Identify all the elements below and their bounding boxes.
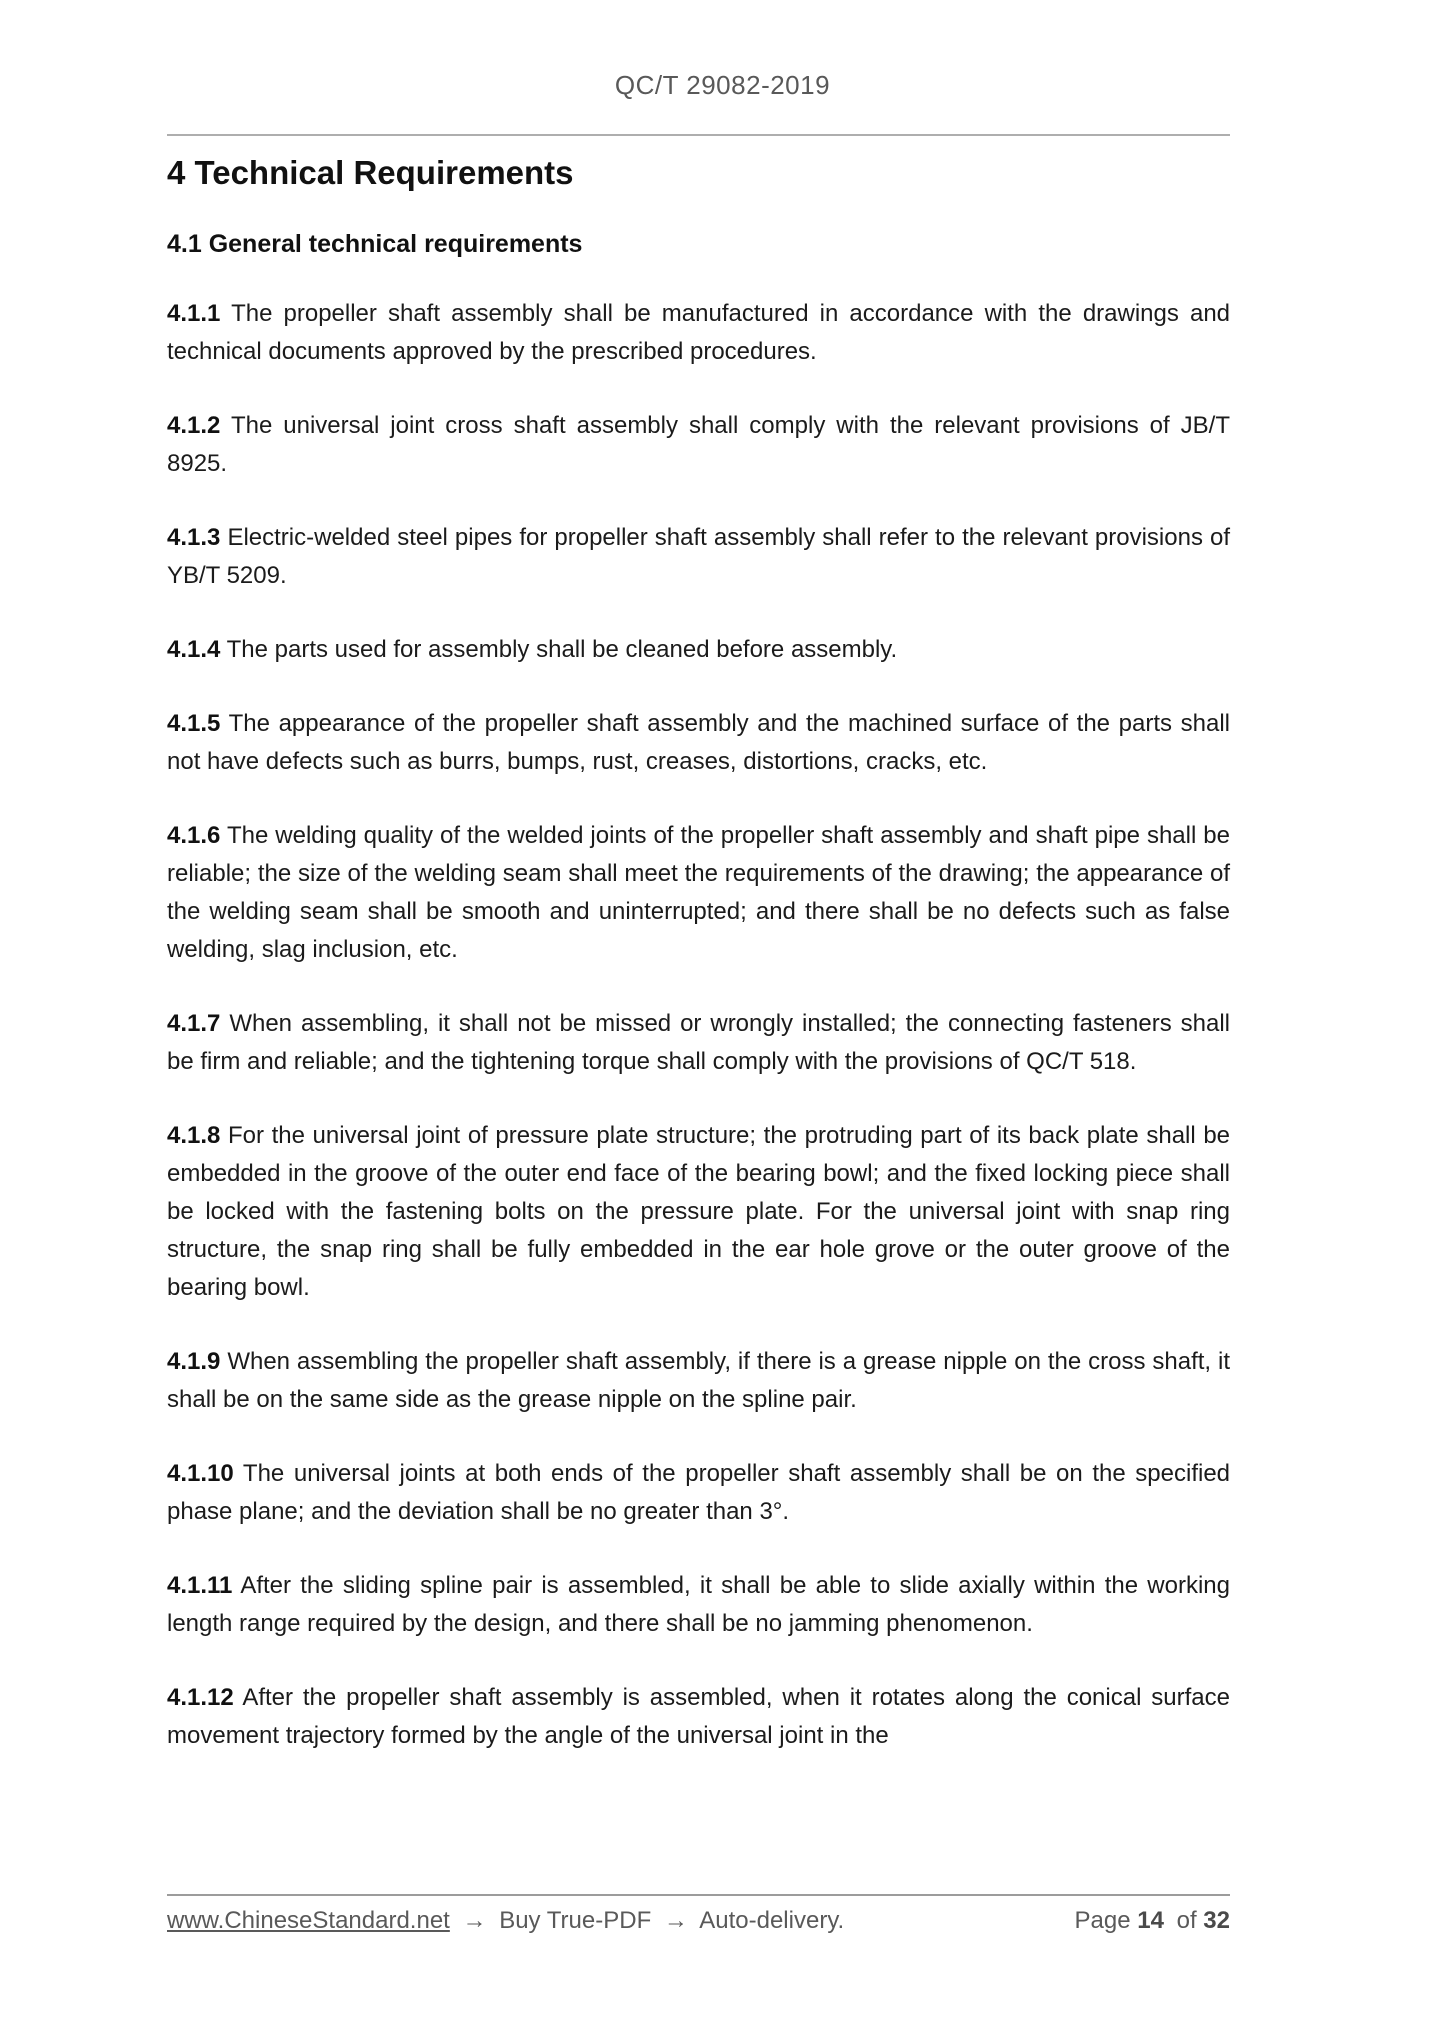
clause-4-1-1 bbox=[167, 295, 1230, 371]
clause-number: 4.1.1 bbox=[167, 300, 221, 327]
clause-number: 4.1.4 bbox=[167, 636, 221, 663]
arrow-right-icon: → bbox=[663, 1907, 688, 1934]
clause-4-1-11 bbox=[167, 1567, 1230, 1643]
clause-4-1-5 bbox=[167, 705, 1230, 781]
clause-number: 4.1.7 bbox=[167, 1010, 221, 1037]
arrow-right-icon: → bbox=[462, 1907, 487, 1934]
clause-4-1-4 bbox=[167, 631, 1230, 669]
page-footer bbox=[167, 1894, 1230, 1935]
clause-4-1-9 bbox=[167, 1343, 1230, 1419]
page-number-indicator bbox=[1069, 1907, 1231, 1935]
clause-number: 4.1.5 bbox=[167, 710, 221, 737]
chapter-title: 4 Technical Requirements bbox=[167, 154, 574, 191]
clause-text: After the sliding spline pair is assembled, it shall be able to slide axially within the working length range required by the design, and there shall be no jamming phenomenon. bbox=[167, 1572, 1230, 1637]
clause-4-1-7 bbox=[167, 1005, 1230, 1081]
clause-text: The parts used for assembly shall be cleaned before assembly. bbox=[226, 636, 898, 663]
footer-buy-label: Buy True-PDF bbox=[499, 1907, 652, 1934]
page-body bbox=[167, 136, 1230, 1755]
of-label: of bbox=[1176, 1907, 1197, 1934]
page-current: 14 bbox=[1137, 1907, 1164, 1934]
section-heading: 4.1 General technical requirements bbox=[167, 230, 583, 258]
page-total: 32 bbox=[1203, 1907, 1230, 1934]
clause-text: The welding quality of the welded joints of the propeller shaft assembly and shaft pipe shall be reliable; the size of the welding seam shall meet the requirements of the drawing; the appearance of the welding seam shall be smooth and uninterrupted; and there shall be no defects such as false welding, slag inclusion, etc. bbox=[167, 822, 1231, 963]
clause-text: For the universal joint of pressure plate structure; the protruding part of its back plate shall be embedded in the groove of the outer end face of the bearing bowl; and the fixed locking piece shall be locked with the fastening bolts on the pressure plate. For the universal joint with snap ring structure, the snap ring shall be fully embedded in the ear hole grove or the outer groove of the bearing bowl. bbox=[167, 1122, 1231, 1301]
clause-text: The universal joint cross shaft assembly shall comply with the relevant provisions of JB/T 8925. bbox=[167, 412, 1230, 477]
clause-number: 4.1.11 bbox=[167, 1572, 233, 1599]
footer-delivery-label: Auto-delivery. bbox=[699, 1907, 845, 1934]
clause-text: After the propeller shaft assembly is assembled, when it rotates along the conical surface movement trajectory formed by the angle of the universal joint in the bbox=[167, 1684, 1231, 1749]
clause-number: 4.1.6 bbox=[167, 822, 221, 849]
clause-number: 4.1.10 bbox=[167, 1460, 234, 1487]
clause-text: The appearance of the propeller shaft assembly and the machined surface of the parts shall not have defects such as burrs, bumps, rust, creases, distortions, cracks, etc. bbox=[167, 710, 1230, 775]
footer-divider bbox=[167, 1894, 1230, 1896]
clause-text: The universal joints at both ends of the propeller shaft assembly shall be on the specified phase plane; and the deviation shall be no greater than 3°. bbox=[167, 1460, 1231, 1525]
clause-number: 4.1.3 bbox=[167, 524, 221, 551]
clause-text: Electric-welded steel pipes for propeller shaft assembly shall refer to the relevant provisions of YB/T 5209. bbox=[167, 524, 1231, 589]
clause-4-1-2 bbox=[167, 407, 1230, 483]
clause-4-1-8 bbox=[167, 1117, 1230, 1307]
page-label: Page bbox=[1074, 1907, 1131, 1934]
clause-number: 4.1.9 bbox=[167, 1348, 221, 1375]
clause-number: 4.1.8 bbox=[167, 1122, 221, 1149]
clause-4-1-10 bbox=[167, 1455, 1230, 1531]
clause-text: When assembling, it shall not be missed or wrongly installed; the connecting fasteners shall be firm and reliable; and the tightening torque shall comply with the provisions of QC/T 518. bbox=[167, 1010, 1230, 1075]
clause-4-1-6 bbox=[167, 817, 1230, 969]
clause-4-1-12 bbox=[167, 1679, 1230, 1755]
clause-text: When assembling the propeller shaft assembly, if there is a grease nipple on the cross shaft, it shall be on the same side as the grease nipple on the spline pair. bbox=[167, 1348, 1230, 1413]
chinesestandard-link[interactable]: www.ChineseStandard.net bbox=[167, 1907, 450, 1934]
clause-number: 4.1.12 bbox=[167, 1684, 234, 1711]
clause-number: 4.1.2 bbox=[167, 412, 221, 439]
clause-4-1-3 bbox=[167, 519, 1230, 595]
footer-source-line bbox=[167, 1907, 850, 1935]
clause-text: The propeller shaft assembly shall be manufactured in accordance with the drawings and technical documents approved by the prescribed procedures. bbox=[167, 300, 1231, 365]
document-code-header: QC/T 29082-2019 bbox=[614, 70, 831, 100]
